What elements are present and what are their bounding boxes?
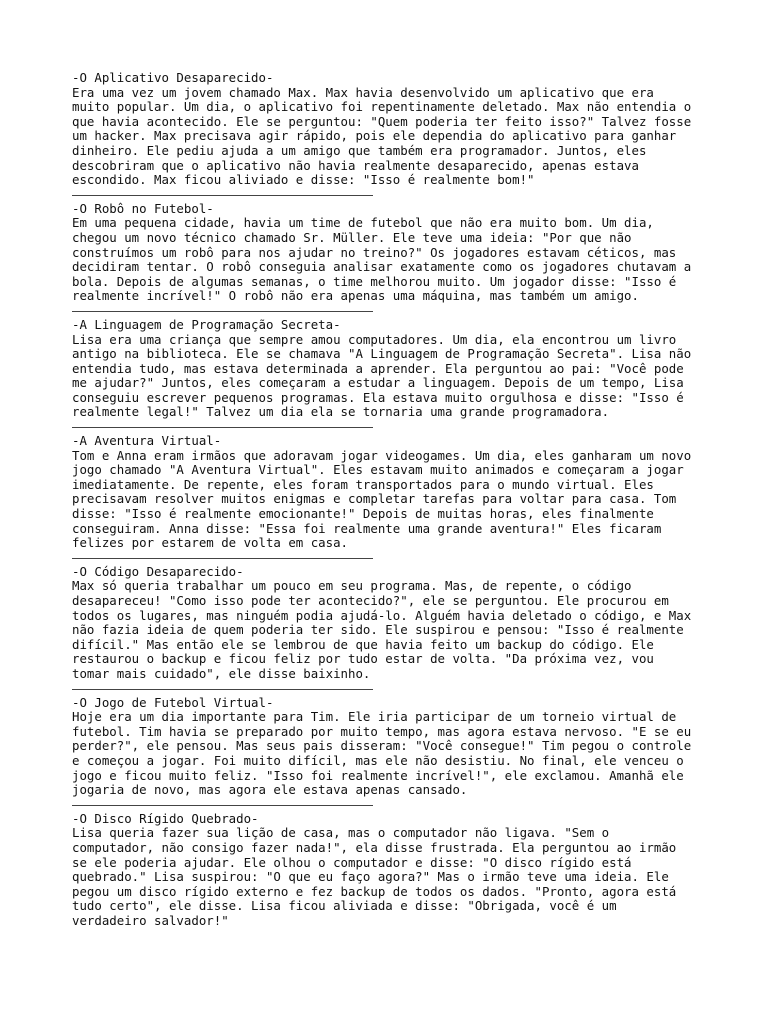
- story-section: [72, 565, 702, 682]
- story-title: -A Linguagem de Programação Secreta-: [72, 316, 341, 332]
- story-line: jogo e ficou muito feliz. "Isso foi realmente incrível!", ele exclamou. Amanhã ele: [72, 767, 684, 783]
- story-line: felizes por estarem de volta em casa.: [72, 535, 349, 551]
- story-line: muito popular. Um dia, o aplicativo foi repentinamente deletado. Max não entendia o: [72, 99, 692, 115]
- section-divider: [72, 311, 373, 312]
- story-line: dinheiro. Ele pediu ajuda a um amigo que também era programador. Juntos, eles: [72, 142, 647, 158]
- section-divider: [72, 195, 373, 196]
- document-page: [72, 71, 702, 928]
- story-body: [72, 826, 702, 928]
- story-body: [72, 216, 702, 304]
- story-title: -O Jogo de Futebol Virtual-: [72, 694, 274, 710]
- story-section: [72, 696, 702, 798]
- story-line: Max só queria trabalhar um pouco em seu programa. Mas, de repente, o código: [72, 578, 632, 594]
- story-title: -O Disco Rígido Quebrado-: [72, 810, 259, 826]
- story-body: [72, 449, 702, 551]
- story-line: Lisa queria fazer sua lição de casa, mas o computador não ligava. "Sem o: [72, 825, 610, 841]
- story-line: entendia tudo, mas estava determinada a aprender. Ela perguntou ao pai: "Você pode: [72, 360, 684, 376]
- story-body: [72, 333, 702, 421]
- story-section: [72, 318, 702, 420]
- story-line: Em uma pequena cidade, havia um time de futebol que não era muito bom. Um dia,: [72, 215, 654, 231]
- story-line: chegou um novo técnico chamado Sr. Müller. Ele teve uma ideia: "Por que não: [72, 229, 632, 245]
- section-divider: [72, 689, 373, 690]
- story-line: precisavam resolver muitos enigmas e completar tarefas para voltar para casa. Tom: [72, 491, 677, 507]
- story-line: um hacker. Max precisava agir rápido, pois ele dependia do aplicativo para ganhar: [72, 128, 677, 144]
- story-section: [72, 202, 702, 304]
- story-line: disse: "Isso é realmente emocionante!" Depois de muitas horas, eles finalmente: [72, 506, 654, 522]
- story-line: computador, não consigo fazer nada!", ela disse frustrada. Ela perguntou ao irmão: [72, 839, 677, 855]
- section-divider: [72, 427, 373, 428]
- story-line: me ajudar?" Juntos, eles começaram a estudar a linguagem. Depois de um tempo, Lisa: [72, 375, 684, 391]
- story-line: Lisa era uma criança que sempre amou computadores. Um dia, ela encontrou um livro: [72, 331, 677, 347]
- section-divider: [72, 558, 373, 559]
- story-line: restaurou o backup e ficou feliz por tudo estar de volta. "Da próxima vez, vou: [72, 651, 654, 667]
- story-body: [72, 579, 702, 681]
- story-section: [72, 434, 702, 551]
- section-divider: [72, 805, 373, 806]
- story-line: conseguiu escrever pequenos programas. Ela estava muito orgulhosa e disse: "Isso é: [72, 389, 684, 405]
- story-title: -A Aventura Virtual-: [72, 433, 222, 449]
- story-line: todos os lugares, mas ninguém podia ajudá-lo. Alguém havia deletado o código, e Max: [72, 607, 692, 623]
- story-line: perder?", ele pensou. Mas seus pais disseram: "Você consegue!" Tim pegou o controle: [72, 738, 692, 754]
- story-line: se ele poderia ajudar. Ele olhou o computador e disse: "O disco rígido está: [72, 854, 632, 870]
- story-body: [72, 710, 702, 798]
- story-title: -O Robô no Futebol-: [72, 200, 214, 216]
- story-section: [72, 71, 702, 188]
- story-line: tomar mais cuidado", ele disse baixinho.: [72, 665, 371, 681]
- story-title: -O Aplicativo Desaparecido-: [72, 70, 274, 85]
- story-line: quebrado." Lisa suspirou: "O que eu faço agora?" Mas o irmão teve uma ideia. Ele: [72, 869, 669, 885]
- story-line: escondido. Max ficou aliviado e disse: "Isso é realmente bom!": [72, 172, 535, 188]
- story-line: descobriram que o aplicativo não havia realmente desaparecido, apenas estava: [72, 157, 639, 173]
- story-line: não fazia ideia de quem poderia ter sido. Ele suspirou e pensou: "Isso é realmente: [72, 622, 684, 638]
- story-body: [72, 86, 702, 188]
- story-line: realmente legal!" Talvez um dia ela se tornaria uma grande programadora.: [72, 404, 610, 420]
- story-line: construímos um robô para nos ajudar no treino?" Os jogadores estavam céticos, mas: [72, 244, 677, 260]
- story-line: pegou um disco rígido externo e fez backup de todos os dados. "Pronto, agora está: [72, 883, 677, 899]
- story-title: -O Código Desaparecido-: [72, 563, 244, 579]
- story-line: Tom e Anna eram irmãos que adoravam jogar videogames. Um dia, eles ganharam um novo: [72, 447, 692, 463]
- story-line: bola. Depois de algumas semanas, o time melhorou muito. Um jogador disse: "Isso é: [72, 273, 677, 289]
- story-line: conseguiram. Anna disse: "Essa foi realmente uma grande aventura!" Eles ficaram: [72, 520, 662, 536]
- story-line: imediatamente. De repente, eles foram transportados para o mundo virtual. Eles: [72, 476, 654, 492]
- story-line: verdadeiro salvador!": [72, 912, 229, 928]
- story-line: Hoje era um dia importante para Tim. Ele iria participar de um torneio virtual de: [72, 709, 677, 725]
- story-line: jogo chamado "A Aventura Virtual". Eles estavam muito animados e começaram a jogar: [72, 462, 684, 478]
- story-line: e começou a jogar. Foi muito difícil, mas ele não desistiu. No final, ele venceu o: [72, 752, 684, 768]
- story-line: antigo na biblioteca. Ele se chamava "A Linguagem de Programação Secreta". Lisa não: [72, 346, 692, 362]
- story-line: futebol. Tim havia se preparado por muito tempo, mas agora estava nervoso. "E se eu: [72, 723, 692, 739]
- story-line: realmente incrível!" O robô não era apenas uma máquina, mas também um amigo.: [72, 288, 639, 304]
- story-section: [72, 812, 702, 929]
- story-line: decidiram tentar. O robô conseguia analisar exatamente como os jogadores chutavam a: [72, 259, 692, 275]
- story-line: jogaria de novo, mas agora ele estava apenas cansado.: [72, 782, 468, 798]
- story-line: tudo certo", ele disse. Lisa ficou aliviada e disse: "Obrigada, você é um: [72, 898, 617, 914]
- story-line: Era uma vez um jovem chamado Max. Max havia desenvolvido um aplicativo que era: [72, 84, 654, 100]
- story-line: difícil." Mas então ele se lembrou de que havia feito um backup do código. Ele: [72, 636, 654, 652]
- story-line: que havia acontecido. Ele se perguntou: "Quem poderia ter feito isso?" Talvez fosse: [72, 113, 692, 129]
- story-line: desapareceu! "Como isso pode ter acontecido?", ele se perguntou. Ele procurou em: [72, 593, 669, 608]
